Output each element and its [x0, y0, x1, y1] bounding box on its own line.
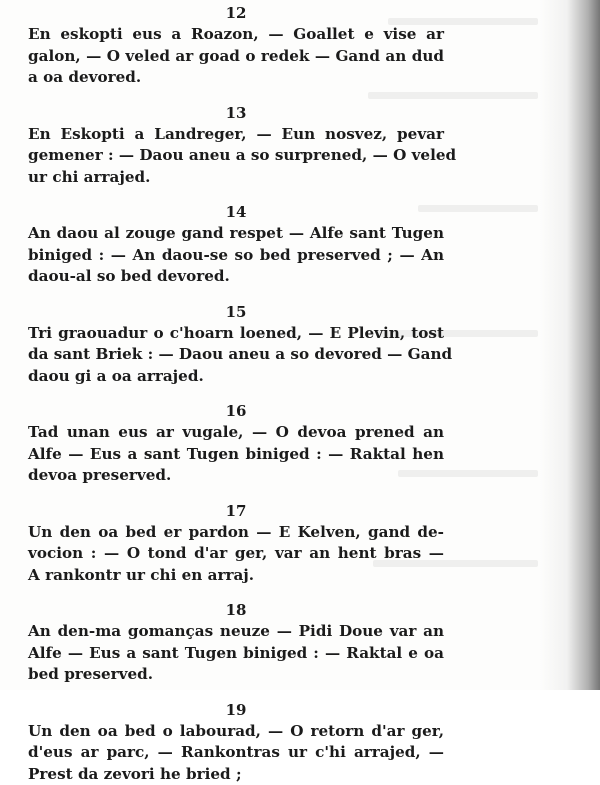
verse-line: An daou al zouge gand respet — Alfe sant Tugen — [28, 223, 444, 245]
stanza-17 — [28, 500, 444, 587]
verse-line: gemener : — Daou aneu a so surprened, — O veled — [28, 145, 444, 167]
verse-line: Un den oa bed o labourad, — O retorn d'ar ger, — [28, 721, 444, 743]
verse-line: Tri graouadur o c'hoarn loened, — E Plevin, tost — [28, 323, 444, 345]
verse-line: Un den oa bed er pardon — E Kelven, gand de- — [28, 522, 444, 544]
verse-line: Tad unan eus ar vugale, — O devoa prened an — [28, 422, 444, 444]
verse-line: galon, — O veled ar goad o redek — Gand an dud — [28, 46, 444, 68]
verse-line: Prest da zevori he bried ; — [28, 764, 444, 785]
verse-line: A rankontr ur chi en arraj. — [28, 565, 444, 587]
verse-line: Alfe — Eus a sant Tugen biniged : — Raktal e oa — [28, 643, 444, 665]
stanza-number: 16 — [28, 400, 444, 422]
stanza-12 — [28, 2, 444, 89]
verse-line: ur chi arrajed. — [28, 167, 444, 189]
verse-line: An den-ma gomanças neuze — Pidi Doue var an — [28, 621, 444, 643]
stanza-number: 17 — [28, 500, 444, 522]
verse-line: vocion : — O tond d'ar ger, var an hent bras — — [28, 543, 444, 565]
stanza-number: 18 — [28, 599, 444, 621]
stanza-number: 15 — [28, 301, 444, 323]
poem-text — [28, 2, 444, 785]
verse-line: biniged : — An daou-se so bed preserved ; — An — [28, 245, 444, 267]
verse-line: a oa devored. — [28, 67, 444, 89]
stanza-number: 13 — [28, 102, 444, 124]
verse-line: bed preserved. — [28, 664, 444, 686]
stanza-13 — [28, 102, 444, 189]
stanza-18 — [28, 599, 444, 686]
stanza-16 — [28, 400, 444, 487]
verse-line: Alfe — Eus a sant Tugen biniged : — Raktal hen — [28, 444, 444, 466]
stanza-number: 12 — [28, 2, 444, 24]
stanza-14 — [28, 201, 444, 288]
stanza-number: 19 — [28, 699, 444, 721]
verse-line: daou gi a oa arrajed. — [28, 366, 444, 388]
verse-line: daou-al so bed devored. — [28, 266, 444, 288]
stanza-15 — [28, 301, 444, 388]
verse-line: En Eskopti a Landreger, — Eun nosvez, pevar — [28, 124, 444, 146]
verse-line: da sant Briek : — Daou aneu a so devored — Gand — [28, 344, 444, 366]
verse-line: devoa preserved. — [28, 465, 444, 487]
verse-line: d'eus ar parc, — Rankontras ur c'hi arrajed, — — [28, 742, 444, 764]
verse-line: En eskopti eus a Roazon, — Goallet e vise ar — [28, 24, 444, 46]
stanza-19 — [28, 699, 444, 785]
page-gutter-shadow — [540, 0, 600, 690]
stanza-number: 14 — [28, 201, 444, 223]
